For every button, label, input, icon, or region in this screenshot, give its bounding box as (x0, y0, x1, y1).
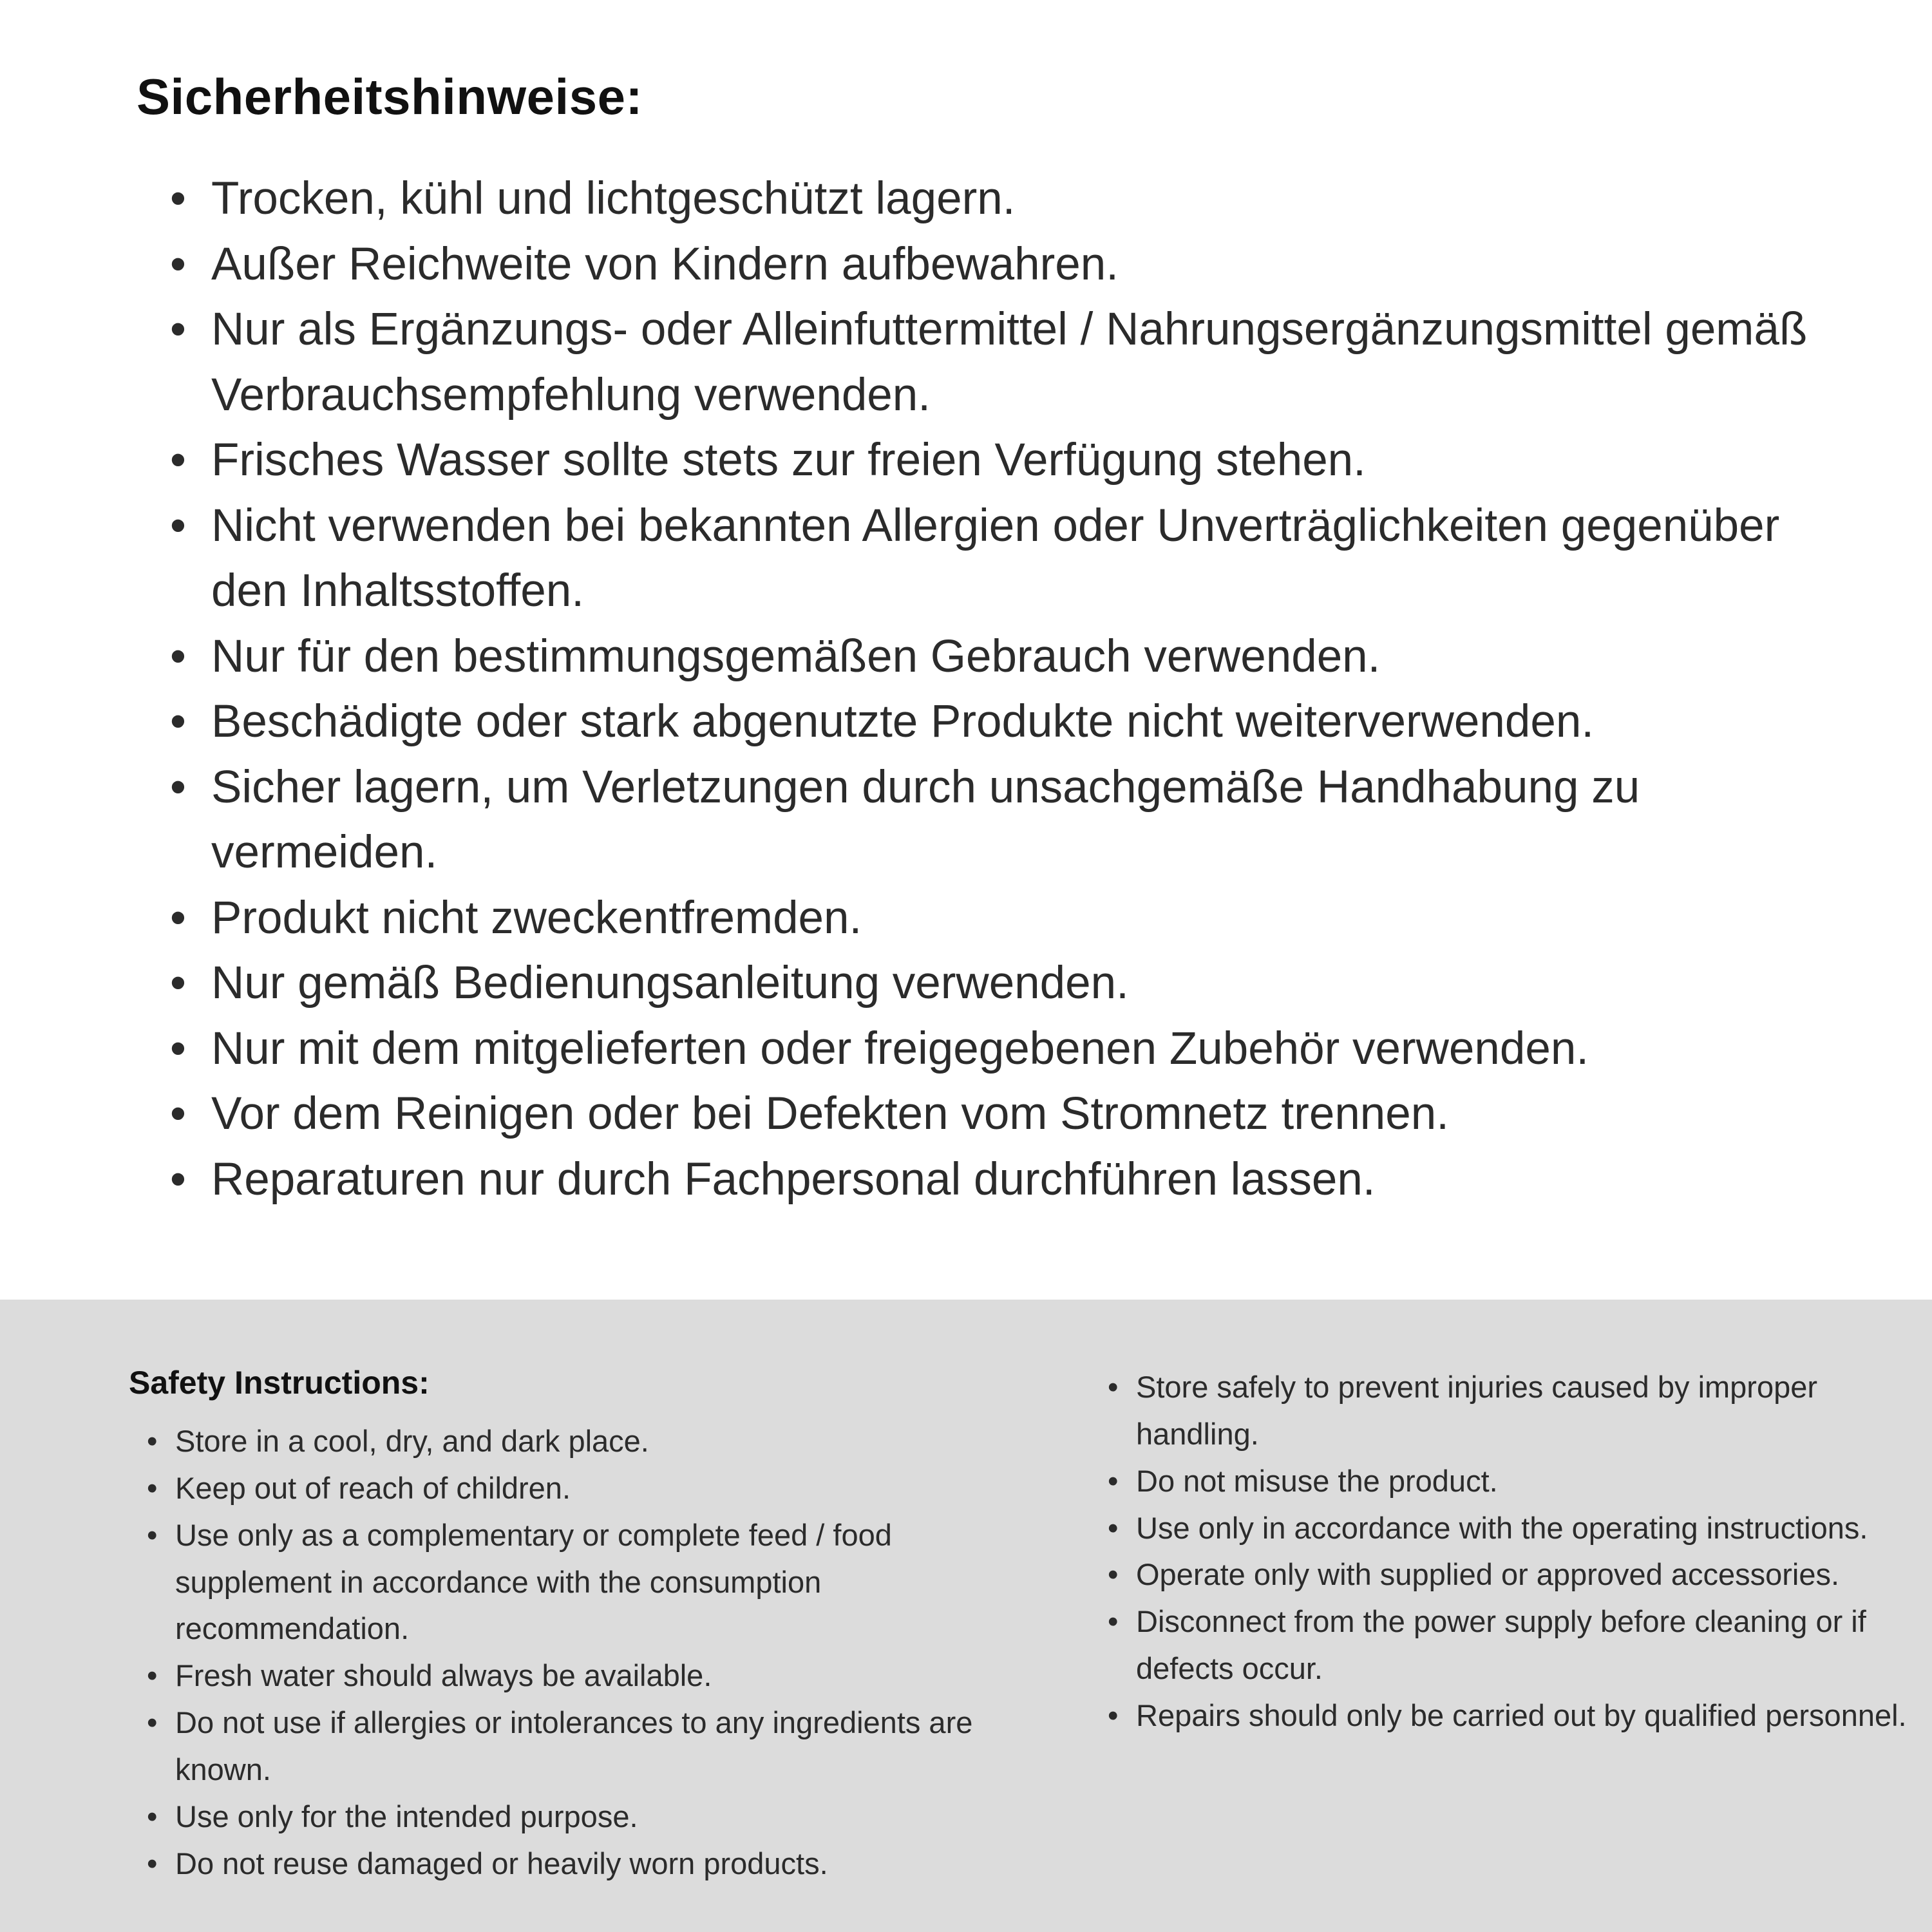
english-column-right (1108, 1364, 1932, 1739)
list-item: • Do not use if allergies or intolerances to any ingredients are known. (147, 1700, 1056, 1794)
english-safety-list-right (1108, 1364, 1932, 1739)
list-item: • Reparaturen nur durch Fachpersonal durchführen lassen. (170, 1147, 1861, 1213)
list-item: • Beschädigte oder stark abgenutzte Produkte nicht weiterverwenden. (170, 689, 1861, 755)
list-item: • Use only in accordance with the operating instructions. (1108, 1505, 1932, 1552)
list-item: • Nur als Ergänzungs- oder Alleinfuttermittel / Nahrungsergänzungsmittel gemäß Verbrauchsempfehlung verwenden. (170, 297, 1861, 428)
list-item: • Do not reuse damaged or heavily worn products. (147, 1841, 1056, 1888)
list-item: • Repairs should only be carried out by qualified personnel. (1108, 1692, 1932, 1739)
list-item: • Außer Reichweite von Kindern aufbewahren. (170, 232, 1861, 298)
english-safety-list-left (129, 1418, 1056, 1887)
list-item: • Use only for the intended purpose. (147, 1794, 1056, 1841)
list-item: • Trocken, kühl und lichtgeschützt lagern. (170, 166, 1861, 232)
list-item: • Store in a cool, dry, and dark place. (147, 1418, 1056, 1465)
list-item: • Nicht verwenden bei bekannten Allergien oder Unverträglichkeiten gegenüber den Inhaltsstoffen. (170, 493, 1861, 624)
list-item: • Fresh water should always be available. (147, 1653, 1056, 1700)
list-item: • Do not misuse the product. (1108, 1458, 1932, 1505)
list-item: • Use only as a complementary or complete feed / food supplement in accordance with the consumption recommendation. (147, 1512, 1056, 1653)
list-item: • Frisches Wasser sollte stets zur freien Verfügung stehen. (170, 428, 1861, 493)
german-safety-list (137, 166, 1861, 1212)
list-item: • Nur mit dem mitgelieferten oder freigegebenen Zubehör verwenden. (170, 1016, 1861, 1082)
english-column-left (129, 1364, 1056, 1887)
english-section-title: Safety Instructions: (129, 1365, 430, 1401)
english-safety-section (0, 1300, 1932, 1932)
list-item: • Store safely to prevent injuries caused by improper handling. (1108, 1364, 1932, 1458)
list-item: • Keep out of reach of children. (147, 1465, 1056, 1512)
list-item: • Produkt nicht zweckentfremden. (170, 886, 1861, 951)
list-item: • Sicher lagern, um Verletzungen durch unsachgemäße Handhabung zu vermeiden. (170, 755, 1861, 886)
list-item: • Disconnect from the power supply before cleaning or if defects occur. (1108, 1598, 1932, 1692)
list-item: • Nur für den bestimmungsgemäßen Gebrauch verwenden. (170, 624, 1861, 690)
list-item: • Vor dem Reinigen oder bei Defekten vom Stromnetz trennen. (170, 1081, 1861, 1147)
list-item: • Operate only with supplied or approved accessories. (1108, 1551, 1932, 1598)
list-item: • Nur gemäß Bedienungsanleitung verwenden. (170, 951, 1861, 1016)
german-section-title: Sicherheitshinweise: (137, 68, 643, 125)
